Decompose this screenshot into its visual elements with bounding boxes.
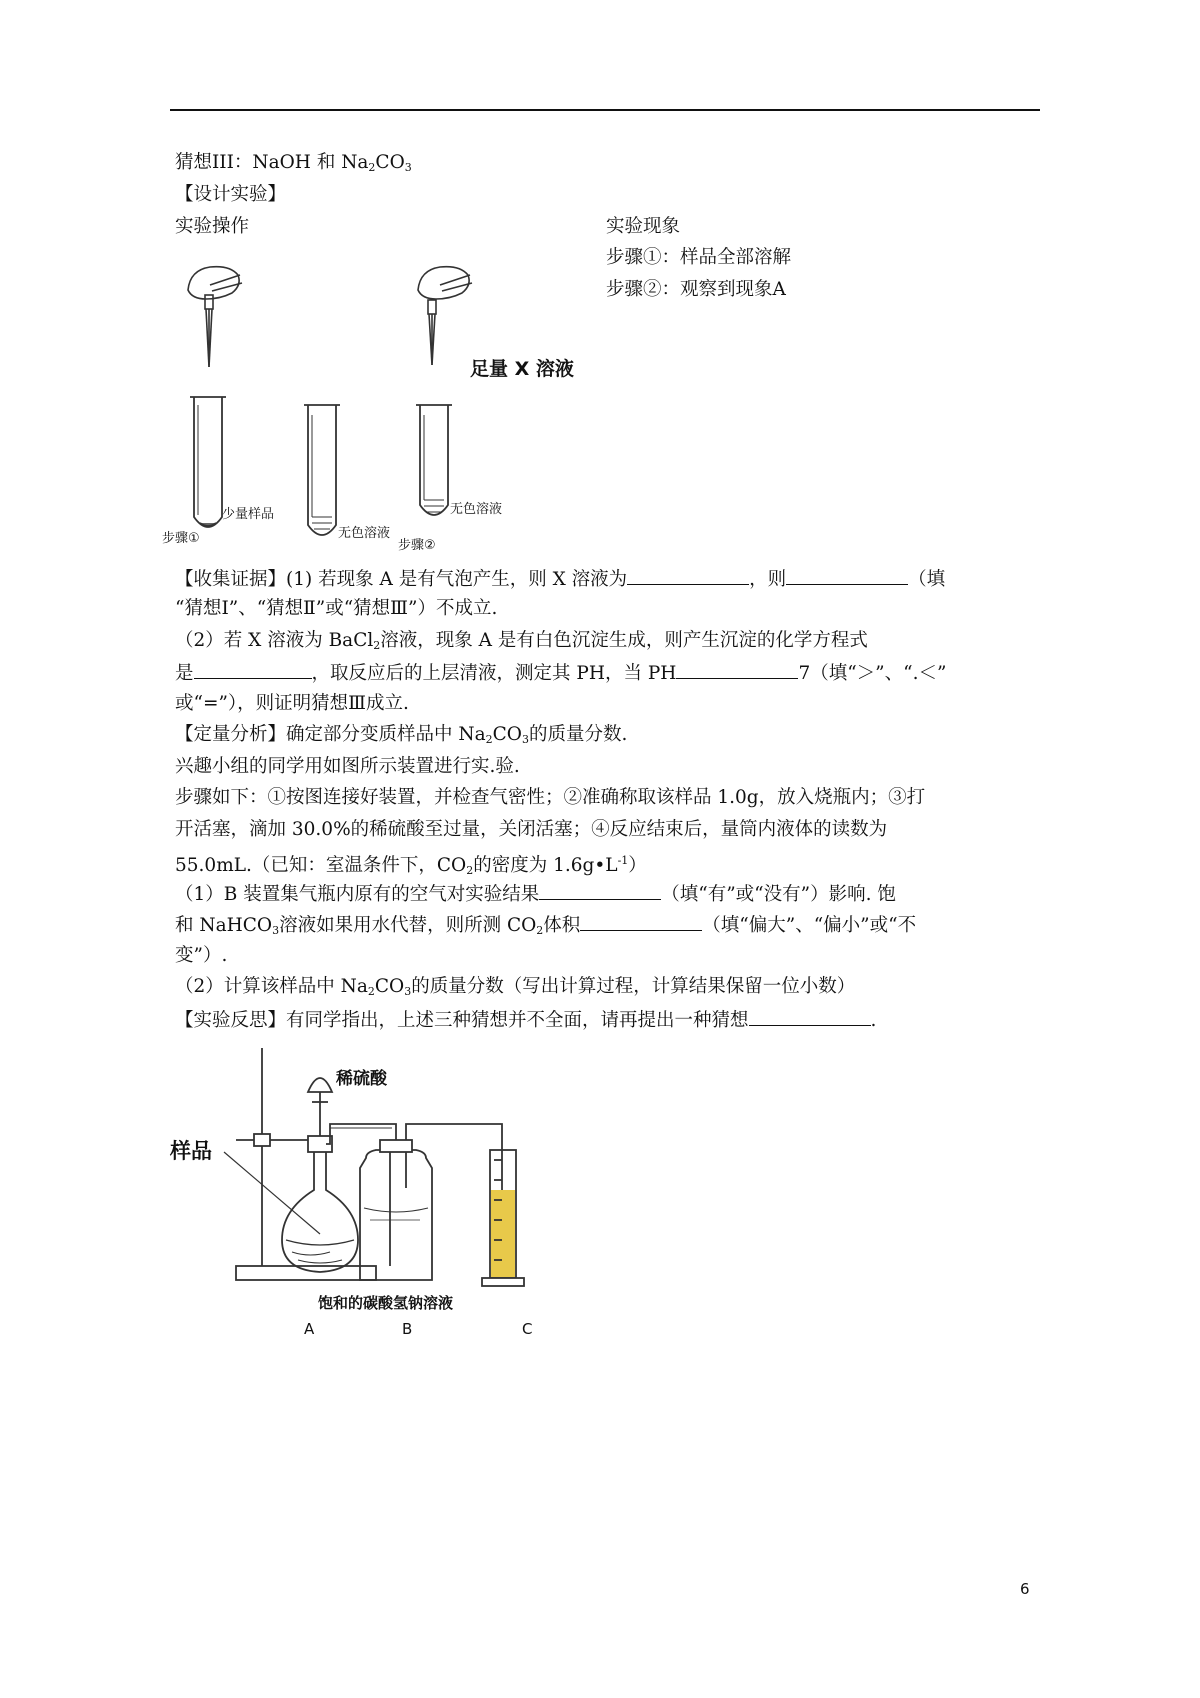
sample-label: 少量样品 (222, 507, 275, 522)
header-rule (170, 109, 1040, 111)
answer-blank[interactable] (627, 566, 749, 585)
collect-line-2: “猜想Ⅰ”、“猜想Ⅱ”或“猜想Ⅲ”）不成立. (175, 598, 498, 619)
quant-intro: 兴趣小组的同学用如图所示装置进行实.验. (175, 756, 520, 777)
label-c: C (522, 1320, 533, 1338)
quant-q1-line-1: （1）B 装置集气瓶内原有的空气对实验结果 （填“有”或“没有”）影响. 饱 (175, 881, 896, 907)
acid-label: 稀硫酸 (336, 1069, 387, 1089)
answer-blank[interactable] (539, 881, 661, 900)
answer-blank[interactable] (786, 566, 908, 585)
hand-dropper-left (188, 267, 242, 367)
collect-line-3: （2）若 X 溶液为 BaCl$_2$溶液，现象 A 是有白色沉淀生成，则产生沉淀的化学方程式 (175, 630, 868, 652)
answer-blank[interactable] (676, 660, 798, 679)
operation-column-title: 实验操作 (175, 216, 250, 237)
answer-blank[interactable] (580, 912, 702, 931)
hand-dropper-right (418, 267, 472, 365)
tube-3 (416, 405, 452, 515)
answer-blank[interactable] (749, 1007, 871, 1026)
tube-2 (304, 405, 340, 535)
quant-heading: 【定量分析】确定部分变质样品中 $Na_2CO_3$的质量分数. (175, 724, 628, 746)
page-number: 6 (1020, 1580, 1030, 1598)
hypothesis-3: 猜想III：NaOH 和 $Na_2CO_3$ (175, 152, 412, 174)
quant-steps-2: 开活塞，滴加 30.0%的稀硫酸至过量，关闭活塞；④反应结束后，量筒内液体的读数为 (175, 819, 888, 840)
collect-line-4: 是 ，取反应后的上层清液，测定其 PH，当 PH 7（填“＞”、“.＜” (175, 660, 946, 686)
quant-q1-line-2: 和 NaHCO$_3$溶液如果用水代替，则所测 $CO_2$体积 （填“偏大”、“偏小”或“不 (175, 912, 916, 943)
apparatus-figure (170, 1040, 570, 1340)
test-tube-figure (162, 255, 590, 555)
step1-phenomenon: 步骤①：样品全部溶解 (606, 247, 792, 268)
step1-label: 步骤① (162, 531, 200, 546)
colorless-label-1: 无色溶液 (450, 502, 503, 517)
reagent-label: 足量 X 溶液 (470, 358, 574, 380)
quant-steps-3: 55.0mL.（已知：室温条件下，$CO_2$的密度为 $1.6g•L^{-1}$） (175, 854, 647, 877)
stand-base (236, 1266, 376, 1280)
quant-q1-line-3: 变”）. (175, 945, 228, 966)
step2-label: 步骤② (398, 538, 436, 553)
collect-line-1: 【收集证据】(1) 若现象 A 是有气泡产生，则 X 溶液为 ，则 （填 (175, 566, 945, 592)
collect-line-5: 或“=”），则证明猜想Ⅲ成立. (175, 693, 409, 714)
funnel (308, 1078, 332, 1092)
sample-label-2: 样品 (170, 1139, 212, 1163)
label-b: B (402, 1320, 413, 1338)
reflection: 【实验反思】有同学指出，上述三种猜想并不全面，请再提出一种猜想 . (175, 1007, 876, 1033)
quant-q2: （2）计算该样品中 $Na_2CO_3$的质量分数（写出计算过程，计算结果保留一位小数） (175, 976, 856, 998)
step2-phenomenon: 步骤②：观察到现象A (606, 279, 786, 300)
gas-bottle (360, 1150, 432, 1280)
solution-label: 饱和的碳酸氢钠溶液 (318, 1294, 454, 1312)
tube-1 (190, 397, 226, 527)
design-heading: 【设计实验】 (175, 184, 287, 205)
answer-blank[interactable] (194, 660, 312, 679)
phenomenon-column-title: 实验现象 (606, 216, 681, 237)
quant-steps-1: 步骤如下：①按图连接好装置，并检查气密性；②准确称取该样品 1.0g，放入烧瓶内；③打 (175, 787, 926, 808)
colorless-label-2: 无色溶液 (338, 526, 391, 541)
label-a: A (304, 1320, 315, 1338)
